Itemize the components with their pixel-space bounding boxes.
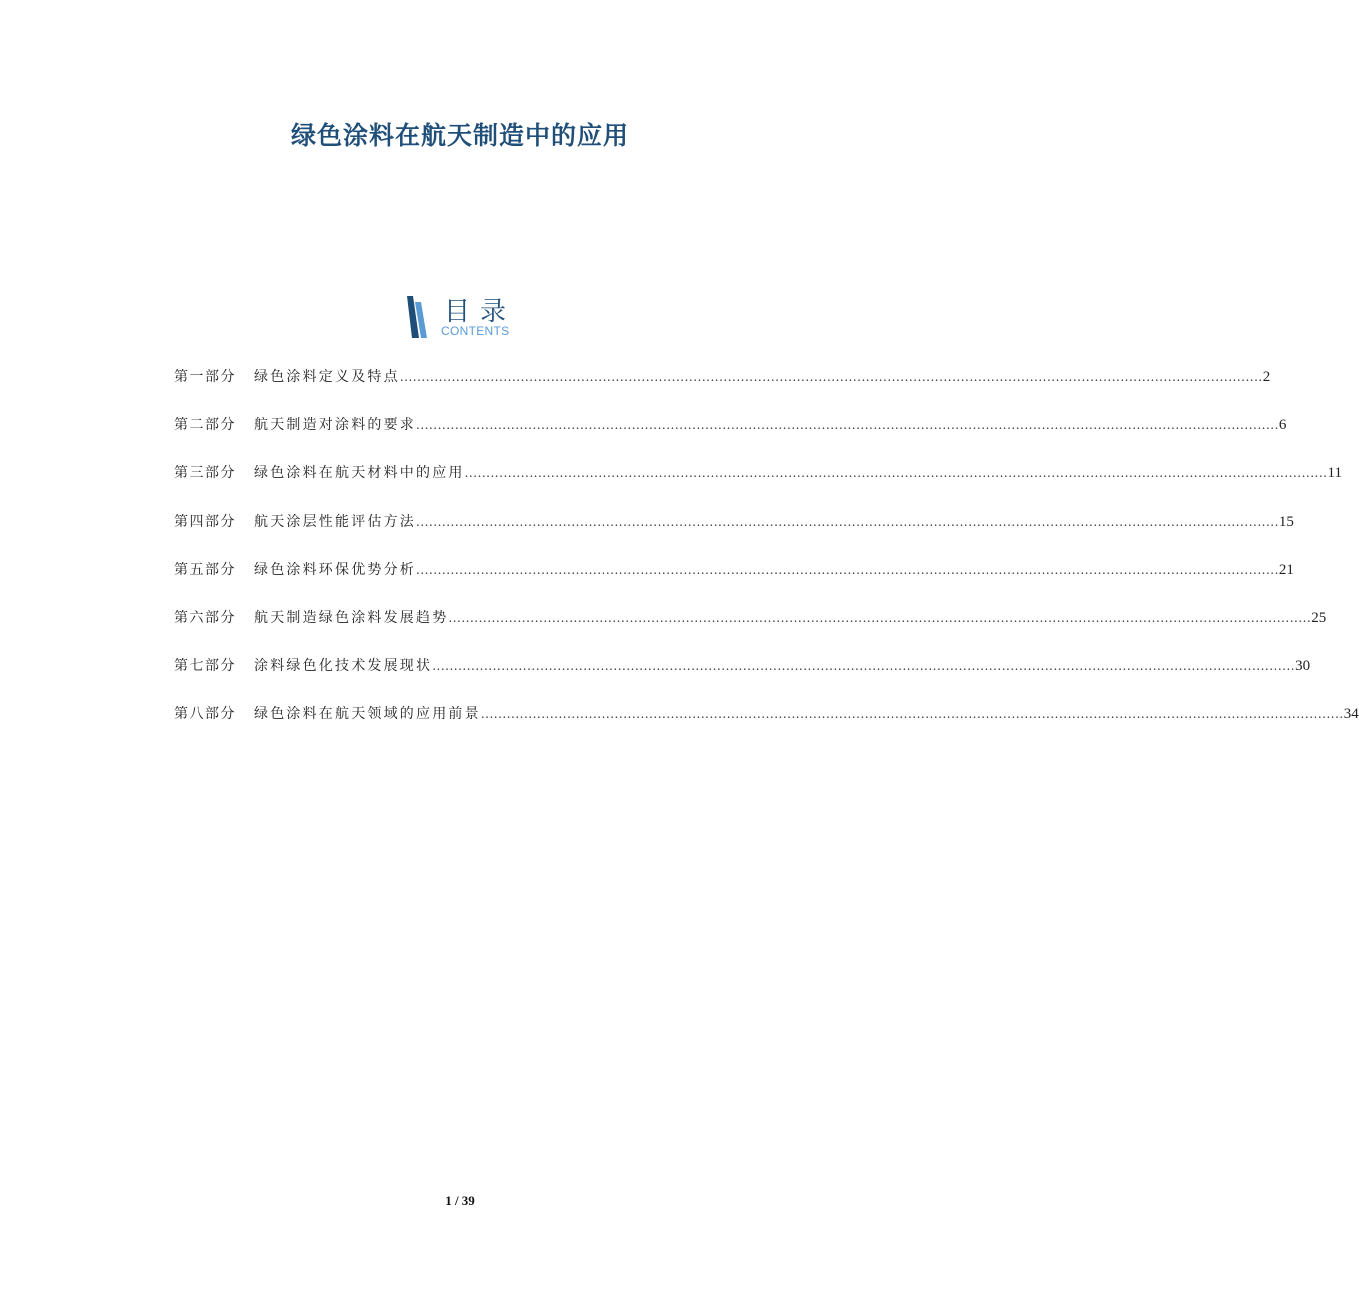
slanted-bars-icon	[406, 296, 432, 338]
toc-entry-part: 第七部分	[174, 658, 236, 675]
toc-entry-title: 绿色涂料在航天领域的应用前景	[254, 706, 481, 723]
toc-entry-page: 30	[1295, 658, 1311, 675]
toc-entry-page: 15	[1278, 513, 1294, 530]
toc-entry-title: 绿色涂料在航天材料中的应用	[254, 465, 465, 482]
toc-entry-part: 第八部分	[174, 706, 236, 723]
toc-entry-title: 绿色涂料环保优势分析	[254, 561, 416, 578]
toc-entry-leader: ........................................................................................................................................................................................................	[399, 370, 1263, 384]
toc-entry-page: 2	[1262, 369, 1271, 385]
document-title: 绿色涂料在航天制造中的应用	[290, 121, 629, 150]
toc-heading: 目录	[444, 297, 517, 327]
toc-entry-leader: ........................................................................................................................................................................................................	[416, 562, 1279, 577]
toc-entry-page: 6	[1278, 417, 1287, 434]
toc-entry-leader: ........................................................................................................................................................................................................	[448, 610, 1312, 625]
toc-entry-part: 第五部分	[174, 561, 236, 578]
toc-entry-part: 第一部分	[174, 369, 236, 385]
toc-entry[interactable]	[174, 462, 1342, 510]
toc-entry-part: 第二部分	[174, 417, 236, 434]
toc-entry-title: 航天涂层性能评估方法	[254, 513, 416, 530]
toc-entry-leader: ........................................................................................................................................................................................................	[416, 418, 1279, 433]
toc-entry[interactable]	[174, 559, 1294, 607]
toc-entry-part: 第六部分	[174, 609, 236, 626]
page-number: 1 / 39	[445, 1193, 475, 1208]
toc-entry-leader: ........................................................................................................................................................................................................	[432, 659, 1296, 674]
toc-entry-title: 航天制造绿色涂料发展趋势	[254, 609, 449, 626]
toc-entry-title: 涂料绿色化技术发展现状	[254, 658, 433, 675]
toc-entry-title: 绿色涂料定义及特点	[254, 369, 400, 385]
toc-entry-title: 航天制造对涂料的要求	[254, 417, 416, 434]
toc-entry-leader: ........................................................................................................................................................................................................	[464, 466, 1328, 481]
toc-entry-leader: ........................................................................................................................................................................................................	[480, 707, 1344, 722]
toc-header	[406, 292, 536, 340]
toc-entry-page: 21	[1278, 561, 1294, 578]
toc-entry[interactable]	[174, 655, 1311, 703]
toc-subheading: CONTENTS	[441, 324, 510, 338]
toc-entry-page: 25	[1311, 609, 1327, 626]
toc-entry[interactable]	[174, 511, 1294, 559]
toc-entry-page: 34	[1343, 706, 1359, 723]
toc-entry-leader: ........................................................................................................................................................................................................	[416, 514, 1279, 529]
toc-list	[174, 366, 1359, 752]
toc-entry[interactable]	[174, 414, 1287, 462]
toc-entry-page: 11	[1327, 465, 1342, 482]
toc-entry[interactable]	[174, 366, 1271, 414]
toc-entry-part: 第四部分	[174, 513, 236, 530]
toc-entry[interactable]	[174, 607, 1327, 655]
toc-entry-part: 第三部分	[174, 465, 236, 482]
toc-entry[interactable]	[174, 703, 1359, 751]
